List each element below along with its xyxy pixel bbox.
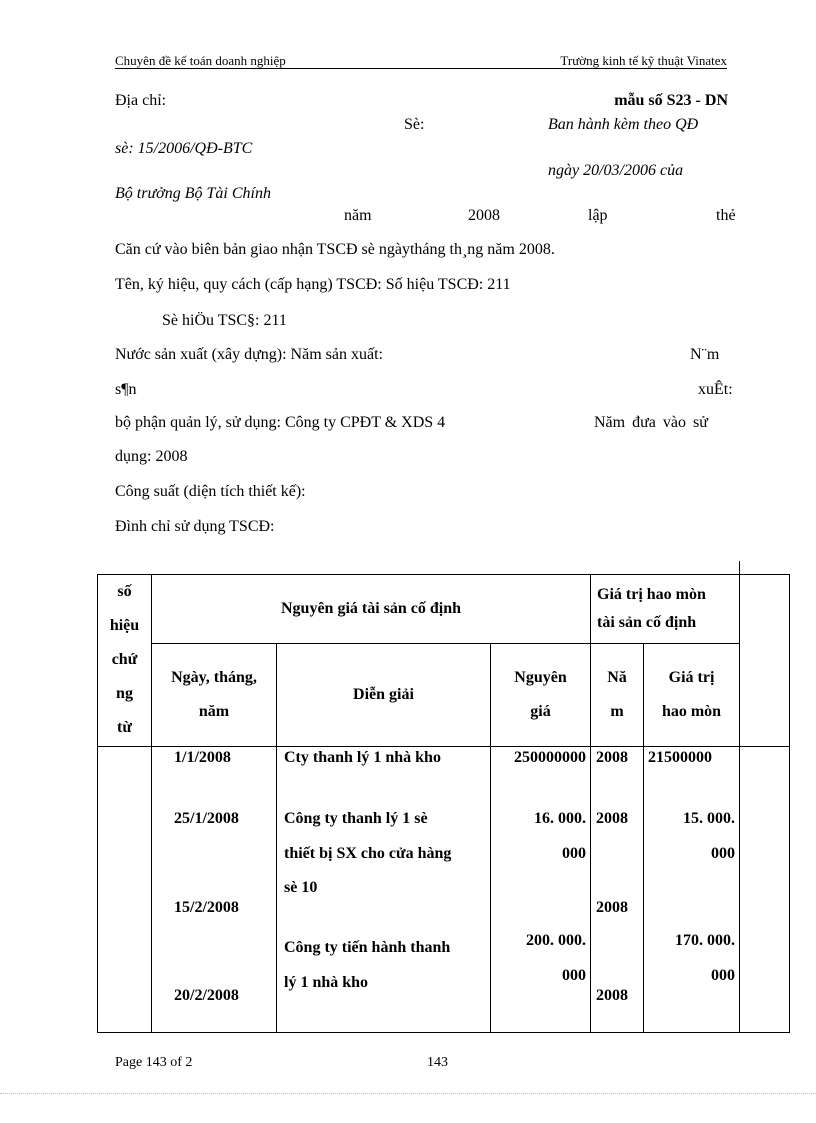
date-cell bbox=[152, 747, 277, 1033]
garbled-san: s¶n bbox=[115, 381, 137, 398]
asset-name-line: Tên, ký hiệu, quy cách (cấp hạng) TSCĐ: Số hiệu TSCĐ: 211 bbox=[115, 276, 511, 293]
description-cell bbox=[277, 747, 491, 1033]
header-rule bbox=[115, 68, 727, 69]
department-line: bộ phận quản lý, sử dụng: Công ty CPĐT & XDS 4 bbox=[115, 414, 446, 431]
date-1: 1/1/2008 bbox=[174, 749, 231, 766]
doc-number-header: số hiệu chứ ng từ bbox=[98, 575, 152, 747]
garbled-nam: N¨m bbox=[690, 346, 720, 363]
capacity-line: Công suất (diện tích thiết kế): bbox=[115, 483, 306, 500]
depreciation-header: Giá trị hao mòn bbox=[644, 644, 740, 747]
year-use-label: Năm đưa vào sử bbox=[594, 414, 708, 431]
date-header: Ngày, tháng, năm bbox=[152, 644, 277, 747]
desc-3-line-1: Công ty tiến hành thanh bbox=[284, 939, 451, 956]
desc-1: Cty thanh lý 1 nhà kho bbox=[284, 749, 441, 766]
desc-2-line-2: thiết bị SX cho cửa hàng bbox=[284, 845, 452, 862]
cost-2-line-1: 16. 000. bbox=[534, 810, 587, 827]
depr-3-line-1: 170. 000. bbox=[675, 932, 736, 949]
year-3: 2008 bbox=[596, 899, 629, 916]
cost-1: 250000000 bbox=[514, 749, 587, 766]
date-3: 15/2/2008 bbox=[174, 899, 239, 916]
date-4: 20/2/2008 bbox=[174, 987, 239, 1004]
desc-3-line-2: lý 1 nhà kho bbox=[284, 974, 369, 991]
blank-cell bbox=[740, 747, 790, 1033]
year-2: 2008 bbox=[596, 810, 629, 827]
desc-2-line-1: Công ty thanh lý 1 sè bbox=[284, 810, 428, 827]
header-right: Trường kinh tế kỹ thuật Vinatex bbox=[560, 53, 727, 68]
depr-2-line-1: 15. 000. bbox=[683, 810, 736, 827]
desc-2-line-3: sè 10 bbox=[284, 879, 318, 896]
page-number: 143 bbox=[427, 1055, 448, 1070]
year-4: 2008 bbox=[596, 987, 629, 1004]
original-cost-group-header: Nguyên giá tài sản cố định bbox=[152, 575, 591, 644]
year-cell bbox=[591, 747, 644, 1033]
stop-use-line: Đình chỉ sử dụng TSCĐ: bbox=[115, 518, 275, 535]
page-indicator: Page 143 of 2 bbox=[115, 1055, 193, 1070]
blank-column bbox=[740, 575, 790, 747]
year-1: 2008 bbox=[596, 749, 629, 766]
year-word: năm bbox=[344, 207, 372, 224]
cost-3-line-2: 000 bbox=[562, 967, 587, 984]
cost-header: Nguyên giá bbox=[491, 644, 591, 747]
description-header: Diễn giải bbox=[277, 644, 491, 747]
cost-3-line-1: 200. 000. bbox=[526, 932, 587, 949]
header-left: Chuyên đề kế toán doanh nghiệp bbox=[115, 53, 286, 68]
depreciation-group-header: Giá trị hao mòn tài sản cố định bbox=[591, 575, 740, 644]
issued-by: Ban hành kèm theo QĐ bbox=[548, 116, 699, 133]
year-use: dụng: 2008 bbox=[115, 448, 188, 465]
doc-number-cell bbox=[98, 747, 152, 1033]
depreciation-cell bbox=[644, 747, 740, 1033]
issued-date: ngày 20/03/2006 của bbox=[548, 162, 684, 179]
asset-ledger-table bbox=[97, 574, 790, 1033]
depr-1: 21500000 bbox=[648, 749, 713, 766]
lap-word: lập bbox=[588, 207, 608, 224]
decision-number: sè: 15/2006/QĐ-BTC bbox=[115, 140, 253, 157]
depr-2-line-2: 000 bbox=[711, 845, 736, 862]
address-label: Địa chỉ: bbox=[115, 92, 167, 109]
cost-cell bbox=[491, 747, 591, 1033]
basis-line: Căn cứ vào biên bản giao nhận TSCĐ sè ngàytháng th¸ng năm 2008. bbox=[115, 241, 555, 258]
the-word: thẻ bbox=[716, 207, 736, 224]
form-number: mẫu số S23 - DN bbox=[614, 92, 728, 109]
page-bottom-divider bbox=[0, 1093, 816, 1094]
year-header: Nă m bbox=[591, 644, 644, 747]
minister: Bộ trưởng Bộ Tài Chính bbox=[115, 185, 271, 202]
asset-number-garbled: Sè hiÖu TSC§: 211 bbox=[162, 312, 287, 329]
date-2: 25/1/2008 bbox=[174, 810, 239, 827]
garbled-xuat: xuÊt: bbox=[698, 381, 733, 398]
country-line: Nước sản xuất (xây dựng): Năm sản xuất: bbox=[115, 346, 383, 363]
year-value: 2008 bbox=[468, 207, 500, 224]
so-label: Sè: bbox=[404, 116, 425, 133]
cost-2-line-2: 000 bbox=[562, 845, 587, 862]
depr-3-line-2: 000 bbox=[711, 967, 736, 984]
